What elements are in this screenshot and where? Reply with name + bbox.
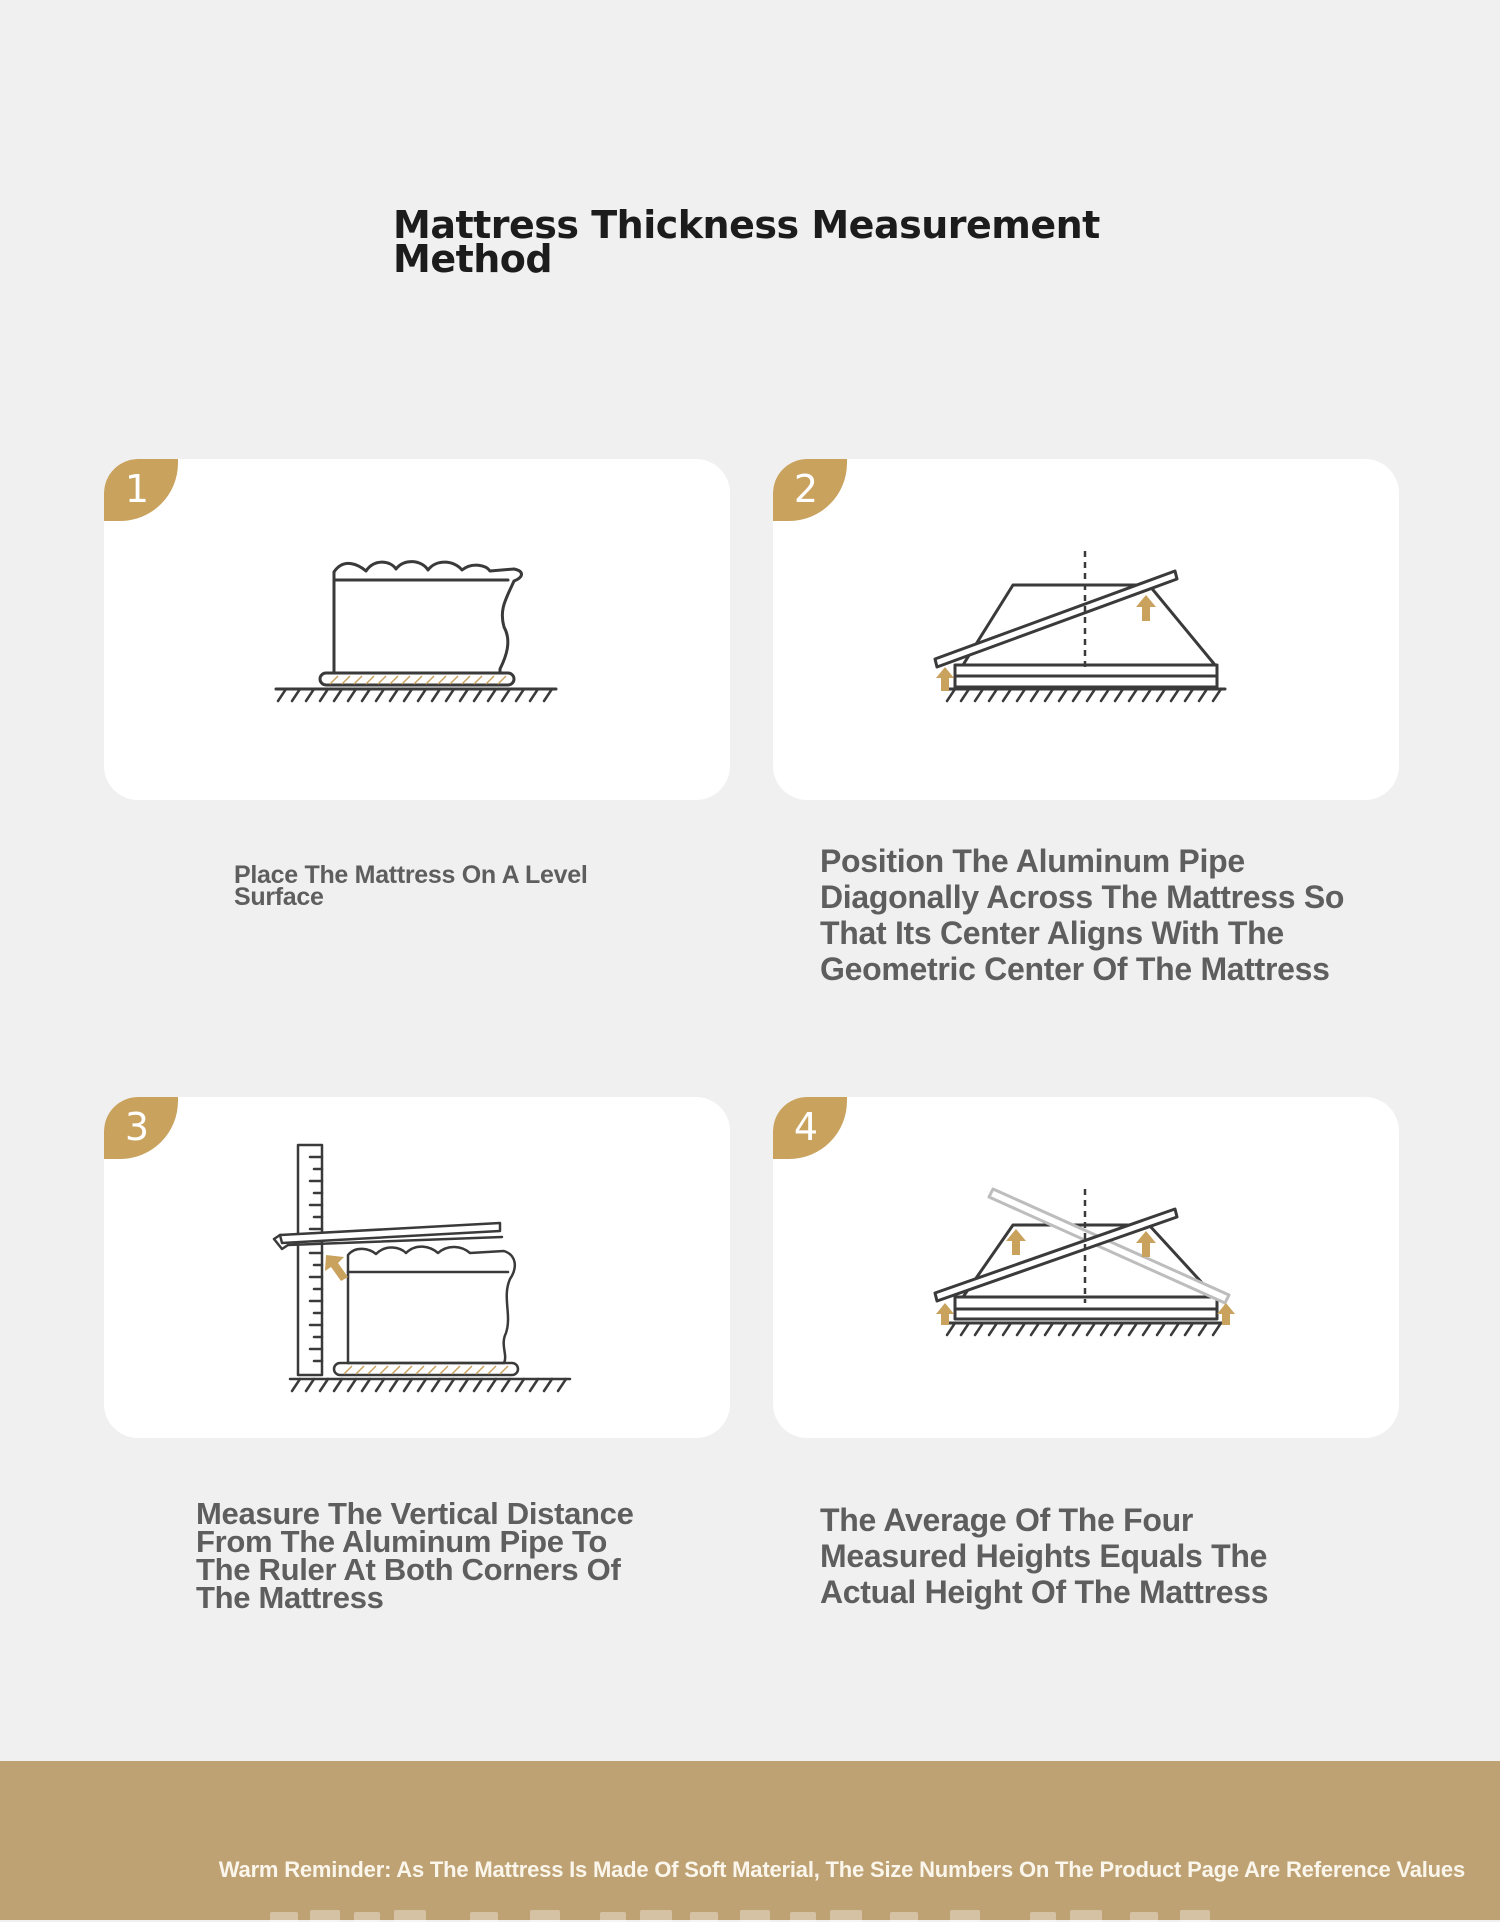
ruler-measurement-icon (104, 1097, 730, 1438)
step-3-card (104, 1097, 730, 1438)
crossed-pipes-icon (773, 1097, 1399, 1438)
step-2-caption: Position The Aluminum Pipe Diagonally Across The Mattress So That Its Center Aligns With The Geometric Center Of The Mattress (820, 843, 1345, 987)
step-1-card (104, 459, 730, 800)
step-4-card (773, 1097, 1399, 1438)
step-1-caption: Place The Mattress On A Level Surface (234, 861, 588, 911)
step-4-caption: The Average Of The Four Measured Heights Equals The Actual Height Of The Mattress (820, 1502, 1269, 1610)
diagonal-pipe-icon (773, 459, 1399, 800)
mattress-on-floor-icon (104, 459, 730, 800)
step-number-badge: 2 (773, 459, 847, 521)
page-title: Mattress Thickness Measurement Method (393, 203, 1100, 281)
step-2-card (773, 459, 1399, 800)
step-number-badge: 1 (104, 459, 178, 521)
warm-reminder-text: Warm Reminder: As The Mattress Is Made Of Soft Material, The Size Numbers On The Product Page Are Reference Values (218, 1857, 1465, 1882)
step-number-badge: 4 (773, 1097, 847, 1159)
footer-band (0, 1761, 1500, 1920)
step-number-badge: 3 (104, 1097, 178, 1159)
step-3-caption: Measure The Vertical Distance From The Aluminum Pipe To The Ruler At Both Corners Of The Mattress (196, 1496, 634, 1615)
